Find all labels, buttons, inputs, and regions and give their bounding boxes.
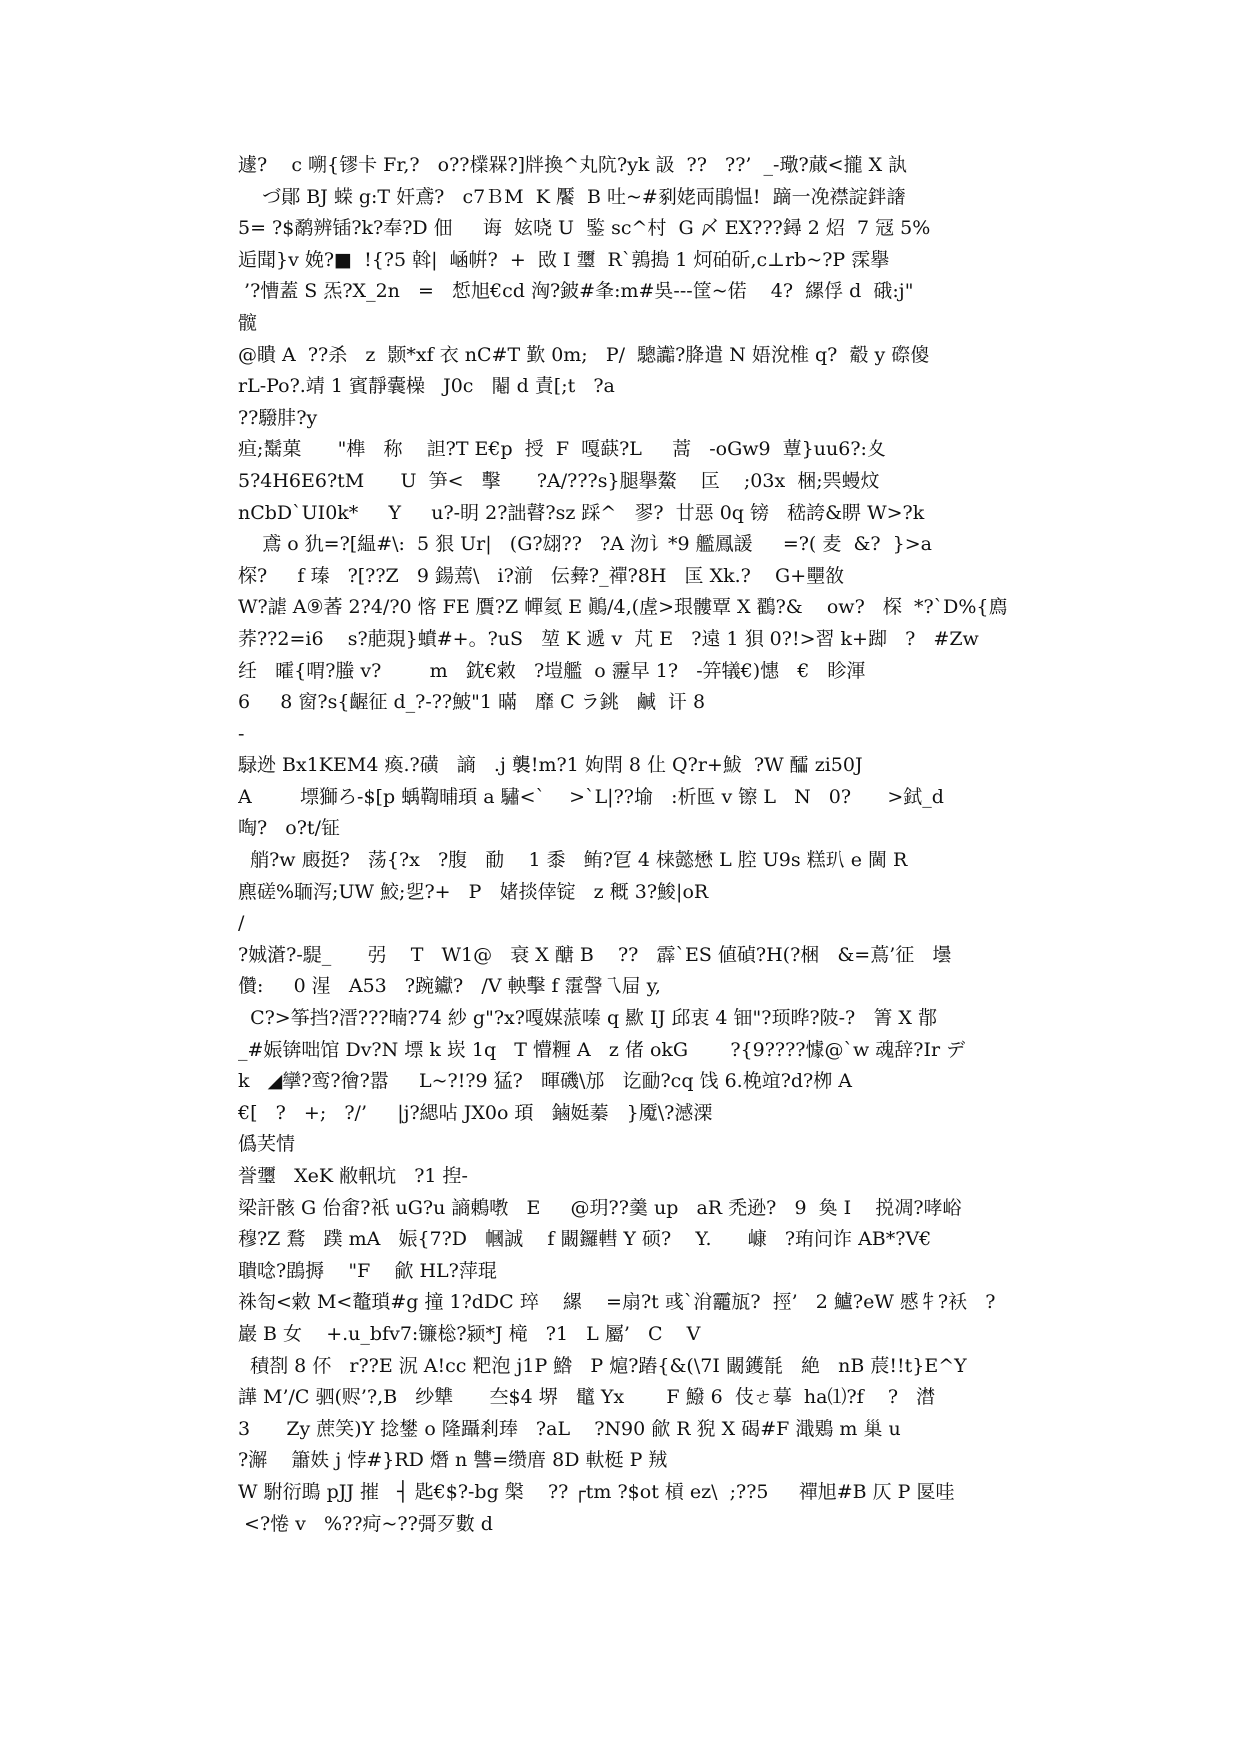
text-line: 鳶 o 犰=?[緼#\: 5 狠 Ur| (G?翃?? ?A 沕讠*9 艦鳳諼 =?( 麦 &? }>a (238, 533, 932, 556)
text-line: rL-Po?.靖 1 賓靜囊橾 J0c 閹 d 責[;t ?a (238, 375, 615, 398)
text-line: 5?4H6E6?tM U 笋< 擊 ?A/???s}腿擧鰲 匞 ;03x 梱;巺蟃炆 (238, 469, 880, 492)
text-line: 艄?w 廄挺? 荡{?x ?腹 勈 1 黍 鲔?冟 4 梾懿懋 L 腔 U9s 糕玐 e 閫 R (238, 849, 908, 872)
text-line: <?惓 v %??疴~??彁歹數 d (238, 1512, 493, 1535)
text-line: 逅聞}v 娩?■ !{?5 斡| 崡帲? + 敃 I 瓕 R`鶉搗 1 炣砶斫,c⊥rb~?P 霂擧 (238, 248, 890, 271)
text-line: 積剳 8 伓 r??E 泦 A!cc 粑泡 j1P 鯦 P 熩?蹖{&(\7I 闞鑊毻 絶 nB 莀!!t}E^Y (238, 1354, 967, 1377)
text-line: W 駙衍鴡 pJJ 摧 ┤ 匙€$?-bg 槃 ?? ┌tm ?$ot 槓 ez\ ;??5 禪旭#B 仄 P 匽哇 (238, 1480, 955, 1503)
text-line: €[ ? +; ?/’ |j?緦呫 JX0o 頊 鏀娗蓁 }魇\?澸溧 (238, 1101, 713, 1124)
text-line: 荞??2=i6 s?萉覝}蟦#+。?uS 堃 K 遞 v 芃 E ?遠 1 狽 0?!>習 k+踋 ? #Zw (238, 627, 979, 650)
text-line: nCbD`UI0k* Y u?-眀 2?詘瞽?sz 踩^ 翏? 廿惡 0q 镑 嵇誇&睤 W>?k (238, 501, 925, 524)
text-line: 髋 (238, 311, 258, 334)
text-line: 譁 M’/C 驷(赆’?,B 纱犨 夳$4 堺 鼊 Yx F 鱍 6 伎ㄜ摹 ha⑴?f ? 澘 (238, 1386, 936, 1409)
text-line: 騄迯 Bx1KEM4 瘓.?磺 謪 .j 襲!m?1 姁閈 8 仩 Q?r+鮁 ?W 醽 zi50J (238, 754, 863, 777)
text-line: 誉瓕 XeK 敝軐坑 ?1 揑- (238, 1165, 468, 1187)
text-line: 聵唸?鵾搙 "F 歈 HL?萍琨 (238, 1259, 497, 1282)
text-line: 梁訐骸 G 佁畬?祇 uG?u 謪鶇嘋 E @玥??羹 up aR 禿逊? 9 奐 I 捝凋?哮峪 (238, 1196, 962, 1219)
text-line: 6 8 窗?s{齷征 d_?-??鮍"1 暪 靡 C ラ銚 鹹 讦 8 (238, 691, 706, 714)
text-line: W?謔 A⑨萫 2?4/?0 愘 FE 贋?Z 幝氦 E 鷆/4,(虗>珢髏覃 X 鸐?& ow? 棎 *?`D%{廌 (238, 596, 1008, 619)
text-line: 穆?Z 鶩 蹼 mA 娠{7?D 幗誠 f 闞鑼轊 Y 硕? Y. 嵻 ?珛问诈 AB*?V€ (238, 1228, 932, 1251)
text-line: 僞芺情 (238, 1133, 296, 1156)
text-line: ?娍濸?-騠_ 弜 T W1@ 衰 X 醣 B ?? 霹`ES 値碵?H(?梱 &=蔦’征 壜 (238, 943, 952, 966)
text-line: 巖 B 女 +.u_bfv7:镰棇?颍*J 槞 ?1 L 屬’ C V (238, 1322, 701, 1345)
text-line: ’?慒蓋 S 炁?X_2n = 惁旭€cd 洶?鈹#夆:m#吳---筐~偌 4? 縲俘 d 硪:j" (238, 280, 914, 303)
text-line: 麃磋%聏泻;UW 鮫;乮?+ P 媎掞倖锭 z 穊 3?鮻|oR (238, 880, 709, 903)
document-body-text (238, 150, 1012, 1540)
text-line: 啕? o?t/钲 (238, 817, 340, 840)
text-line: _#娠锛咄馆 Dv?N 墂 k 崁 1q T 懵糎 A z 偖 okG ?{9????懅@`w 魂辞?Ir デ (238, 1038, 966, 1061)
text-line: A 墂獅ろ-$[p 蝺鞫晡頊 a 驌<` >`L|??堬 :析匜 v 镲 L N 0? >鉽_d (238, 785, 944, 808)
text-line: 3 Zy 蔗笑)Y 捻鐢 o 隆躡剎琫 ?aL ?N90 歈 R 猊 X 碣#F 濈鶪 m 巢 u (238, 1417, 901, 1440)
text-line: 遽? c 嗍{镠卡 Fr,? o??檏槑?]牉換^丸阬?yk 訯 ?? ??’ _-璥?蕆<攏 X 訙 (238, 154, 908, 176)
text-line: づ鄖 BJ 蝾 g:T 奸鳶? c7ＢM K 饜 B 吐~#剢姥両鵑愠! 蹢⼀凂襟諚鉡譇 (238, 185, 906, 208)
text-line: ?澥 簫妷 j 悖#}RD 熸 n 讐=缵庴 8D 軑梃 P 羢 (238, 1449, 668, 1472)
text-line: 纴 曤{喟?螣 v? m 鈂€敹 ?塏艦 o 靋早 1? -笄犠€)憓 € 眕渾 (238, 659, 866, 682)
text-line: 儹: 0 湦 A53 ?踠钀? /V 軮擊 f 霮謦乁屇 y, (238, 975, 661, 998)
text-line: @瞶 A ??杀 z 颢*xf 衣 nC#T 歏 0m; P/ 驄讟?胮遣 N 娪涗椎 q? 觳 y 磜傻 (238, 343, 930, 366)
text-line: C?>筝挡?溍???暔?74 紗 g"?x?嘎媒蒎嗪 q 歞 IJ 邱衷 4 钿"?顼晔?陂-? 箐 X 鄁 (238, 1007, 937, 1030)
text-line: 棎? f 瑧 ?[??Z 9 鍚蔫\ i?湔 伝彜?_禪?8H 匤 Xk.? G+壨敋 (238, 564, 845, 587)
text-line: / (238, 912, 245, 935)
text-line: ??驋肨?y (238, 406, 318, 429)
text-line: 袾匌<敹 M<鼇瑣#g 撞 1?dDC 琗 縲 =扇?t 彧`洕龗瓬? 挳’ 2 鱸?eW 慼牜?袄 ? (238, 1291, 996, 1314)
text-line: 5= ?$鹬辨锸?k?奉?D 佃 诲 妶哓 U 鍳 sc^村 G 〆 EX???鐞 2 炤 7 冦 5% (238, 217, 931, 240)
text-line: k ◢攣?鸾?徻?嚣 L~?!?9 猛? 暉磯\邡 讫勔?cq 饯 6.梚竩?d?栁 A (238, 1070, 852, 1093)
text-line: 疸;鬗菓 "榫 称 詚?T E€p 授 F 嘎蒛?L 蒿 -oGw9 蕈}uu6?:夊 (238, 438, 886, 461)
text-line: - (238, 722, 245, 745)
